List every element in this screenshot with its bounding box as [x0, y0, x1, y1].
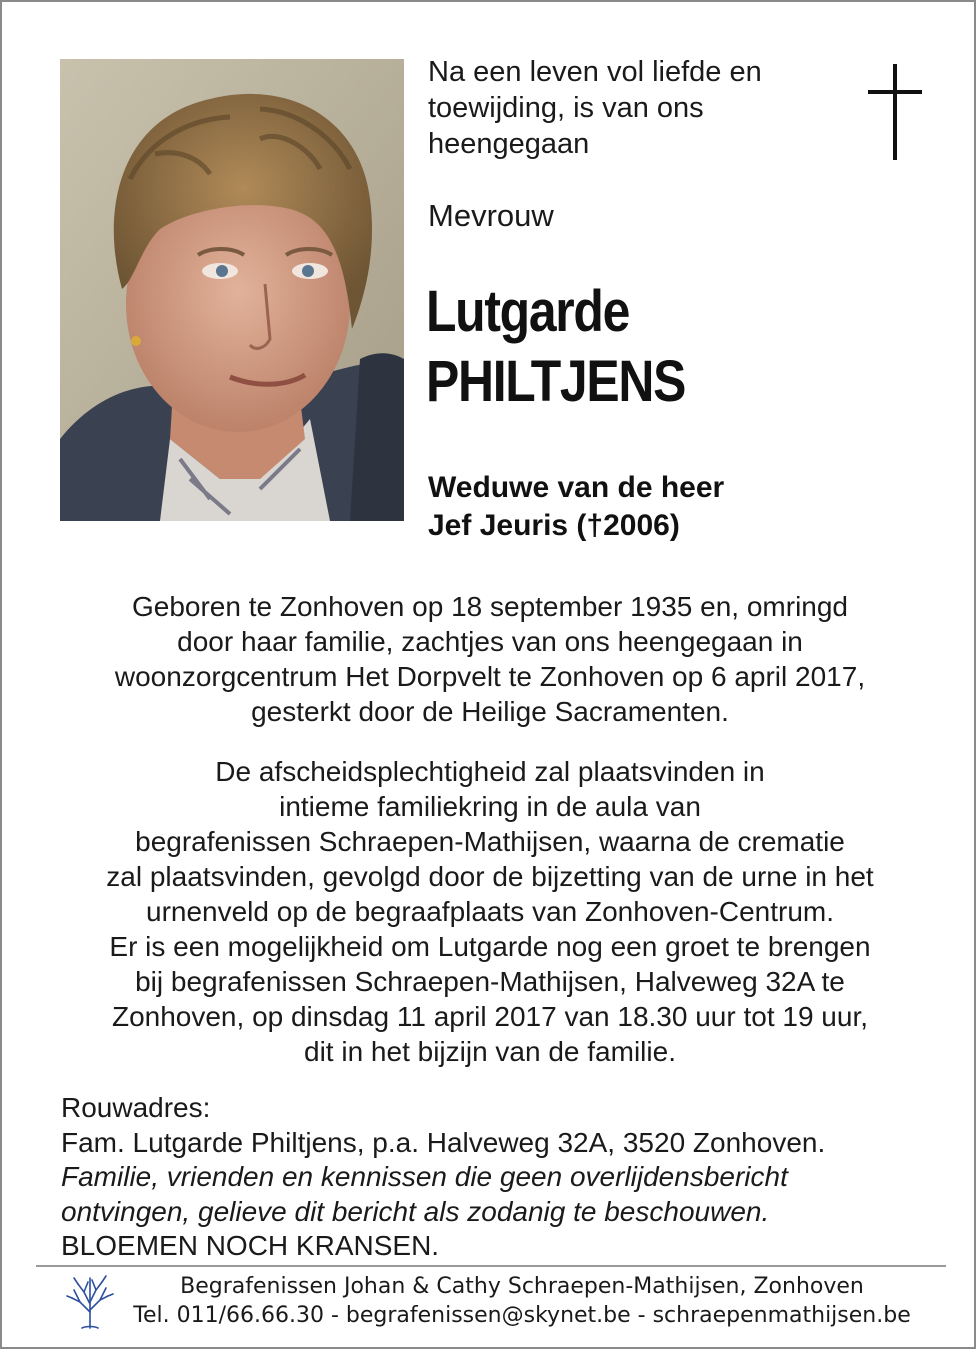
paragraph-line: Er is een mogelijkheid om Lutgarde nog een groet te brengen [109, 931, 871, 962]
paragraph-line: bij begrafenissen Schraepen-Mathijsen, Halveweg 32A te [135, 966, 845, 997]
funeral-home-name: Begrafenissen Johan & Cathy Schraepen-Mathijsen, Zonhoven [180, 1274, 864, 1299]
address-line: Fam. Lutgarde Philtjens, p.a. Halveweg 32A, 3520 Zonhoven. [61, 1126, 826, 1158]
mourning-address [61, 1091, 941, 1264]
spouse-line-1: Weduwe van de heer [428, 471, 725, 504]
flowers-notice: BLOEMEN NOCH KRANSEN. [61, 1230, 440, 1261]
funeral-home-footer [122, 1272, 922, 1330]
paragraph-line: zal plaatsvinden, gevolgd door de bijzetting van de urne in het [106, 861, 874, 892]
paragraph-line: urnenveld op de begraafplaats van Zonhoven-Centrum. [146, 896, 834, 927]
paragraph-line: dit in het bijzijn van de familie. [304, 1036, 676, 1067]
tree-logo-icon [64, 1272, 116, 1330]
spouse-line-2: Jef Jeuris (†2006) [428, 509, 680, 542]
portrait-photo [60, 59, 404, 521]
ceremony-paragraph [42, 754, 938, 1069]
intro-line: Na een leven vol liefde en [428, 56, 762, 88]
notice-line-1: Familie, vrienden en kennissen die geen overlijdensbericht [61, 1161, 788, 1192]
paragraph-line: begrafenissen Schraepen-Mathijsen, waarna de crematie [135, 826, 845, 857]
paragraph-line: door haar familie, zachtjes van ons heengegaan in [177, 626, 803, 657]
paragraph-line: De afscheidsplechtigheid zal plaatsvinden in [215, 756, 765, 787]
intro-line: toewijding, is van ons [428, 92, 704, 124]
intro-text [428, 54, 828, 162]
funeral-home-contact: Tel. 011/66.66.30 - begrafenissen@skynet.be - schraepenmathijsen.be [133, 1303, 911, 1328]
birth-death-paragraph [42, 589, 938, 729]
paragraph-line: intieme familiekring in de aula van [279, 791, 701, 822]
address-label: Rouwadres: [61, 1092, 211, 1123]
footer-divider [36, 1265, 946, 1267]
notice-line-2: ontvingen, gelieve dit bericht als zodanig te beschouwen. [61, 1195, 770, 1227]
deceased-name [426, 277, 685, 417]
spouse-info [428, 469, 724, 545]
intro-line: heengegaan [428, 128, 590, 160]
first-name: Lutgarde [426, 279, 630, 344]
paragraph-line: Zonhoven, op dinsdag 11 april 2017 van 18.30 uur tot 19 uur, [111, 1001, 869, 1032]
title-prefix: Mevrouw [428, 198, 554, 233]
cross-icon [864, 64, 926, 160]
paragraph-line: Geboren te Zonhoven op 18 september 1935 en, omringd [131, 591, 849, 622]
last-name: PHILTJENS [426, 349, 686, 414]
paragraph-line: woonzorgcentrum Het Dorpvelt te Zonhoven op 6 april 2017, [114, 661, 866, 692]
paragraph-line: gesterkt door de Heilige Sacramenten. [251, 696, 729, 727]
